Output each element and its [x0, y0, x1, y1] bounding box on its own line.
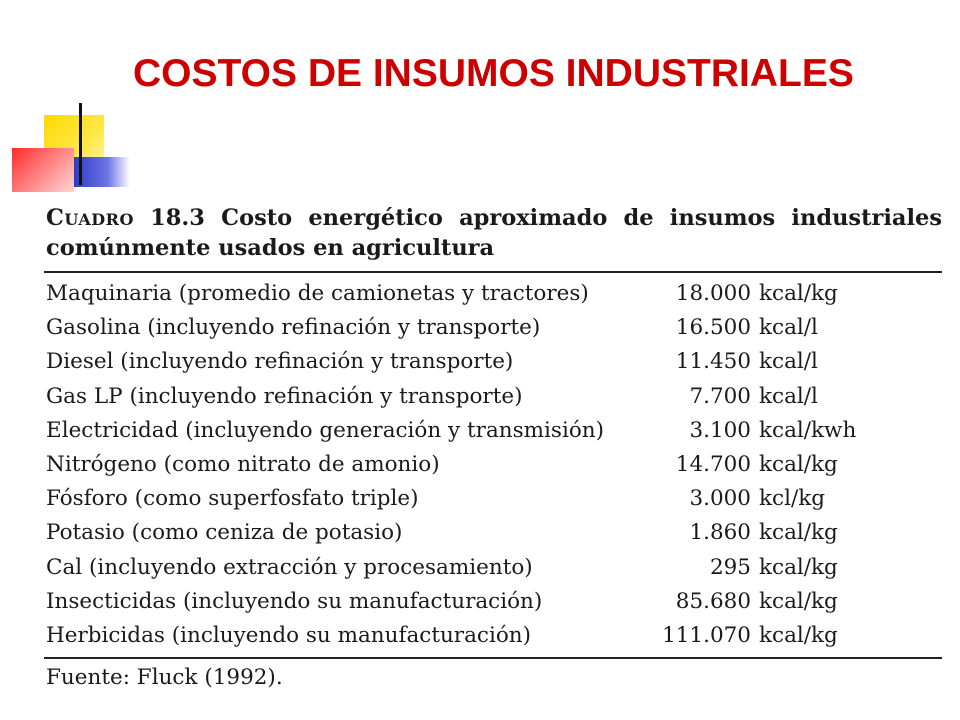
- row-unit: kcal/l: [759, 383, 818, 409]
- row-value: 1.860: [689, 520, 751, 546]
- table-row: [44, 551, 942, 585]
- row-value: 16.500: [675, 315, 751, 341]
- table-source: Fuente: Fluck (1992).: [46, 665, 283, 691]
- red-square-shape: [12, 148, 74, 192]
- table-row: [44, 585, 942, 619]
- table-row: [44, 277, 942, 311]
- row-item-label: Nitrógeno (como nitrato de amonio): [46, 451, 440, 477]
- row-item-label: Herbicidas (incluyendo su manufacturación): [46, 622, 531, 648]
- row-unit: kcal/kg: [759, 622, 838, 648]
- table-row: [44, 380, 942, 414]
- row-item-label: Maquinaria (promedio de camionetas y tractores): [46, 281, 589, 306]
- scanned-table: [44, 203, 942, 690]
- blue-bar-shape: [74, 157, 130, 187]
- row-item-label: Potasio (como ceniza de potasio): [46, 520, 403, 546]
- row-item-label: Diesel (incluyendo refinación y transporte): [46, 349, 514, 375]
- table-caption: [44, 203, 942, 263]
- row-item-label: Cal (incluyendo extracción y procesamiento): [46, 554, 533, 580]
- row-value: 14.700: [675, 451, 751, 477]
- row-unit: kcal/l: [759, 349, 818, 375]
- row-unit: kcl/kg: [759, 486, 825, 512]
- caption-prefix: Cuadro: [46, 205, 134, 231]
- row-item-label: Gas LP (incluyendo refinación y transporte): [46, 383, 523, 409]
- row-unit: kcal/l: [759, 315, 818, 341]
- table-row: [44, 619, 942, 653]
- row-unit: kcal/kg: [759, 588, 838, 614]
- row-value: 3.100: [689, 417, 751, 443]
- row-item-label: Insecticidas (incluyendo su manufacturación): [46, 588, 543, 614]
- table-rows: [44, 277, 942, 653]
- table-row: [44, 345, 942, 379]
- vertical-line-shape: [79, 103, 82, 185]
- row-unit: kcal/kg: [759, 451, 838, 477]
- table-row: [44, 516, 942, 550]
- row-unit: kcal/kg: [759, 281, 838, 306]
- row-value: 295: [709, 554, 751, 580]
- top-rule: [44, 271, 942, 273]
- row-value: 85.680: [675, 588, 751, 614]
- row-value: 111.070: [662, 622, 751, 648]
- table-row: [44, 482, 942, 516]
- row-unit: kcal/kg: [759, 520, 838, 546]
- table-row: [44, 448, 942, 482]
- bottom-rule: [44, 657, 942, 659]
- row-unit: kcal/kwh: [759, 417, 857, 443]
- row-value: 7.700: [689, 383, 751, 409]
- row-unit: kcal/kg: [759, 554, 838, 580]
- caption-number: 18.3: [150, 205, 205, 231]
- row-item-label: Electricidad (incluyendo generación y transmisión): [46, 417, 605, 443]
- row-item-label: Gasolina (incluyendo refinación y transporte): [46, 315, 541, 341]
- caption-text: Costo energético aproximado de insumos industriales comúnmente usados en agricultura: [46, 205, 942, 261]
- table-row: [44, 311, 942, 345]
- table-row: [44, 414, 942, 448]
- row-value: 18.000: [675, 281, 751, 306]
- row-item-label: Fósforo (como superfosfato triple): [46, 486, 419, 512]
- row-value: 11.450: [675, 349, 751, 375]
- decorative-blocks-logo: [0, 0, 140, 200]
- slide-title: COSTOS DE INSUMOS INDUSTRIALES: [133, 52, 854, 95]
- row-value: 3.000: [689, 486, 751, 512]
